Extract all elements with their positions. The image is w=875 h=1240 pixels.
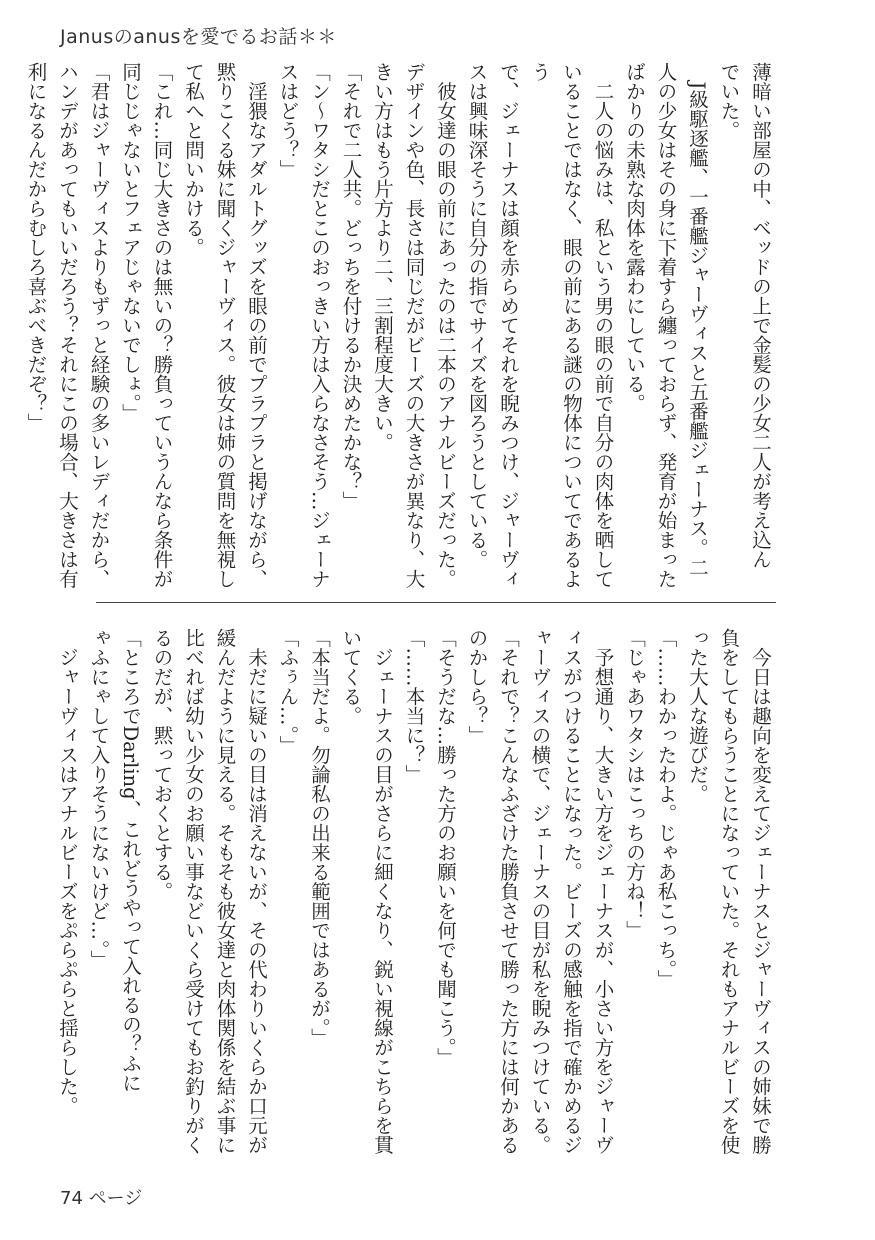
text-line: 黙りこくる妹に聞くジャーヴィス。彼女は姉の質問を無視し [213,62,237,589]
text-line: 「ところでDarling、これどうやって入れるの？ふに [119,628,142,1093]
page-header-title: Janusのanusを愛でるお話＊＊ [60,26,337,48]
text-line: 比べれば幼い少女のお願い事などいくら受けてもお釣りがく [182,628,205,1155]
text-line: 人の少女はその身に下着すら纏っておらず、発育が始まった [654,62,678,589]
text-line: 予想通り、大きい方をジェーナスが、小さい方をジャーヴ [591,628,615,1155]
text-line: ばかりの未熟な肉体を露わにしている。 [623,62,646,413]
text-line: ャーヴィスの横で、ジェーナスの目が私を睨みつけている。 [528,628,552,1155]
text-line: 淫猥なアダルトグッズを眼の前でプラプラと掲げながら、 [245,62,268,589]
text-line: 「本当だよ。勿論私の出来る範囲ではあるが。」 [308,628,331,1048]
text-line: デザインや色、長さは同じだがビーズの大きさが異なり、大 [402,62,426,589]
text-line: 未だに疑いの目は消えないが、その代わりいくらか口元が [245,628,268,1155]
text-line: スはどう？」 [276,62,300,179]
text-line: て私へと問いかける。 [182,62,205,257]
text-line: るのだが、黙っておくとする。 [150,628,174,901]
text-line: 同じじゃないとフェアじゃないでしょ。」 [119,62,142,423]
text-line: 「それで？こんなふざけた勝負させて勝った方には何かある [497,628,520,1155]
text-line: 「それで二人共。どっちを付けるか決めたかな？」 [339,62,363,511]
text-line: 薄暗い部屋の中、ベッドの上で金髪の少女二人が考え込ん [749,62,772,569]
text-line: 「君はジャーヴィスよりもずっと経験の多いレディだから、 [87,62,111,589]
text-line: 「これ…同じ大きさのは無いの？勝負っていうんなら条件が [150,62,174,589]
text-line: でいた。 [717,62,741,140]
text-line: J級駆逐艦、一番艦ジャーヴィスと五番艦ジェーナス。二 [686,62,709,577]
text-line: った大人な遊びだ。 [686,628,709,804]
text-line: 「ふぅん…。」 [276,628,300,755]
text-line: 二人の悩みは、私という男の眼の前で自分の肉体を晒して [591,62,615,589]
text-line: スは興味深そうに自分の指でサイズを図ろうとしている。 [465,62,489,569]
text-line: 緩んだように見える。そもそも彼女達と肉体関係を結ぶ事に [213,628,237,1155]
text-line: 「じゃあワタシはこっちの方ね！」 [623,628,646,940]
text-line: ジェーナスの目がさらに細くなり、鋭い視線がこちらを貫 [371,628,394,1155]
text-line: ゃふにゃして入りそうにないけど…。」 [87,628,111,970]
page-number: 74 ページ [60,1188,143,1209]
text-line: 利になるんだからむしろ喜ぶべきだぞ？」 [24,62,48,433]
text-line: のかしら？」 [465,628,489,745]
text-line: 彼女達の眼の前にあったのは二本のアナルビーズだった。 [434,62,457,589]
text-line: きい方はもう片方より二、三割程度大きい。 [371,62,394,452]
text-line: ジャーヴィスはアナルビーズをぷらぷらと揺らした。 [56,628,79,1116]
text-line: 「……本当に？」 [402,628,426,784]
text-line: ィスがつけることになった。ビーズの感触を指で確かめるジ [560,628,583,1155]
text-line: 「ン～ワタシだとこのおっきい方は入らなさそう…ジェーナ [308,62,331,589]
text-block-top [24,62,776,590]
section-divider [96,602,776,603]
text-line: 「そうだな…勝った方のお願いを何でも聞こう。」 [434,628,457,1067]
text-line: 「……わかったわよ。じゃあ私こっち。」 [654,628,678,989]
text-line: 負をしてもらうことになっていた。それもアナルビーズを使 [717,628,741,1155]
text-line: 今日は趣向を変えてジェーナスとジャーヴィスの姉妹で勝 [749,628,772,1155]
text-line: ハンデがあってもいいだろう？それにこの場合、大きさは有 [56,62,79,589]
text-block-bottom [56,628,776,1156]
text-line: いることではなく、眼の前にある謎の物体についてであるよう [528,62,583,589]
text-line: で、ジェーナスは顔を赤らめてそれを睨みつけ、ジャーヴィ [497,62,520,589]
text-line: いてくる。 [339,628,363,726]
